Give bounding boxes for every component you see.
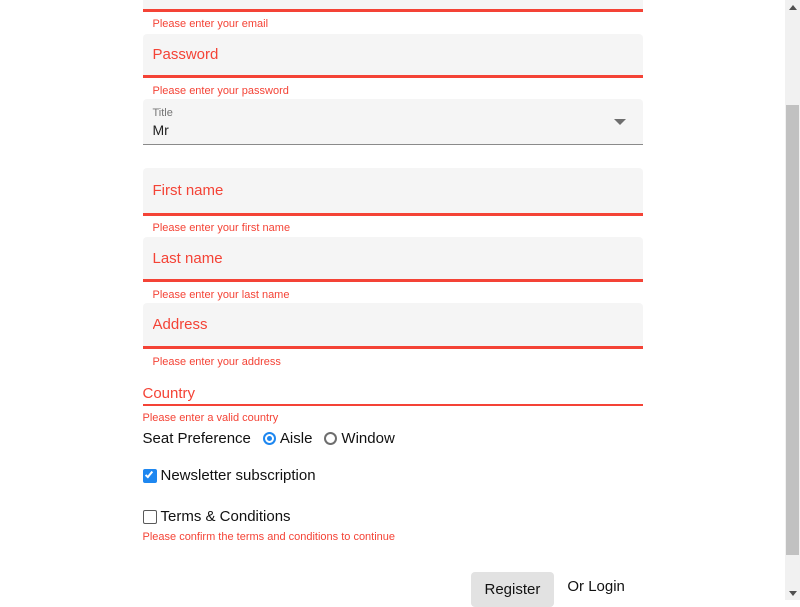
- vertical-scrollbar[interactable]: [785, 0, 800, 600]
- address-input[interactable]: [143, 303, 643, 346]
- last-name-error: Please enter your last name: [152, 289, 290, 301]
- radio-window[interactable]: [324, 432, 337, 445]
- scroll-up-icon: [789, 5, 797, 10]
- radio-window-label: Window: [341, 429, 395, 447]
- country-field: [143, 383, 643, 406]
- address-error: Please enter your address: [152, 356, 281, 368]
- title-select-value: Mr: [152, 122, 169, 138]
- caret-down-icon: [614, 119, 626, 125]
- newsletter-label: Newsletter subscription: [160, 467, 316, 484]
- last-name-input[interactable]: [143, 237, 643, 279]
- email-error: Please enter your email: [152, 18, 269, 30]
- registration-form: [143, 0, 643, 607]
- terms-row: [143, 508, 643, 525]
- country-input[interactable]: [143, 383, 643, 404]
- radio-aisle-label: Aisle: [279, 429, 313, 447]
- address-field: [143, 303, 643, 349]
- seat-preference-group: [143, 429, 643, 447]
- terms-label: Terms & Conditions: [160, 508, 291, 525]
- title-select[interactable]: [143, 99, 643, 145]
- password-error: Please enter your password: [152, 85, 289, 97]
- login-link[interactable]: Or Login: [567, 578, 625, 595]
- password-input[interactable]: [143, 34, 643, 75]
- first-name-input[interactable]: [143, 168, 643, 213]
- first-name-error: Please enter your first name: [152, 222, 291, 234]
- password-field: [143, 34, 643, 78]
- terms-checkbox[interactable]: [143, 510, 157, 524]
- newsletter-row: [143, 467, 643, 484]
- scroll-down-icon: [789, 591, 797, 596]
- actions-row: [143, 572, 643, 607]
- terms-error: Please confirm the terms and conditions to continue: [142, 531, 396, 543]
- email-field[interactable]: [143, 0, 643, 12]
- last-name-field: [143, 237, 643, 282]
- seat-preference-label: Seat Preference: [142, 429, 251, 447]
- radio-aisle[interactable]: [263, 432, 276, 445]
- checkmark-icon: [145, 470, 153, 479]
- newsletter-checkbox[interactable]: [143, 469, 157, 483]
- first-name-field: [143, 168, 643, 216]
- scrollbar-thumb[interactable]: [786, 105, 799, 555]
- scroll-up-button[interactable]: [785, 0, 800, 15]
- register-button[interactable]: Register: [471, 572, 555, 607]
- country-error: Please enter a valid country: [142, 412, 279, 424]
- scroll-down-button[interactable]: [785, 585, 800, 600]
- title-select-label: Title: [152, 107, 173, 119]
